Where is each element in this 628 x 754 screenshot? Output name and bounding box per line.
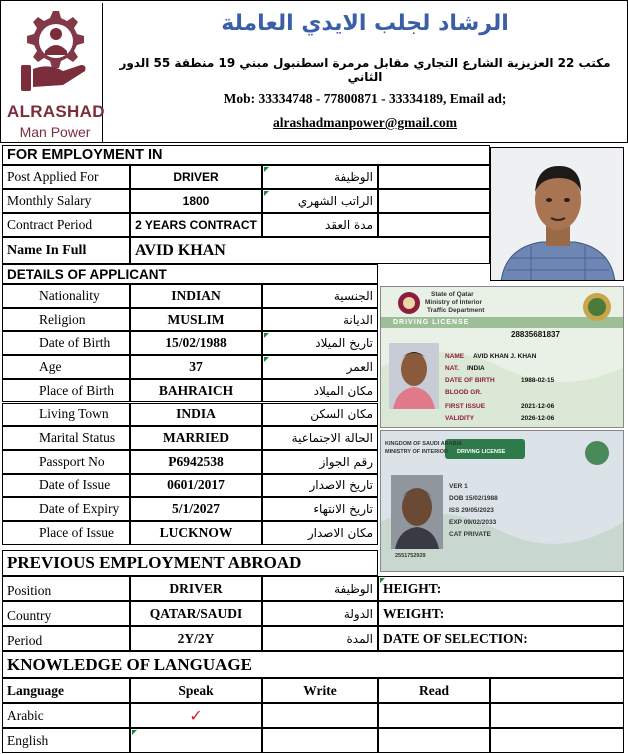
applicant-value: BAHRAICH bbox=[130, 379, 262, 403]
qatar-state-text: State of Qatar bbox=[431, 291, 474, 298]
applicant-value: 15/02/1988 bbox=[130, 331, 262, 355]
prev-period-label: Period bbox=[2, 626, 130, 651]
applicant-value: LUCKNOW bbox=[130, 521, 262, 545]
applicant-arabic: الديانة bbox=[262, 308, 378, 332]
prev-position-arabic: الوظيفة bbox=[262, 576, 378, 601]
applicant-arabic: تاريخ الانتهاء bbox=[262, 497, 378, 521]
lang-arabic-write bbox=[262, 703, 378, 728]
applicant-label: Date of Birth bbox=[2, 331, 130, 355]
applicant-value: INDIA bbox=[130, 403, 262, 427]
lang-english-write bbox=[262, 728, 378, 753]
applicant-label: Religion bbox=[2, 308, 130, 332]
qatar-name-value: AVID KHAN J. KHAN bbox=[473, 353, 537, 360]
name-label: Name In Full bbox=[2, 237, 130, 264]
post-arabic: الوظيفة bbox=[262, 165, 378, 189]
applicant-arabic: الجنسية bbox=[262, 284, 378, 308]
contract-label: Contract Period bbox=[2, 213, 130, 237]
logo-name: ALRASHAD bbox=[7, 102, 105, 121]
prev-period-arabic: المدة bbox=[262, 626, 378, 651]
applicant-arabic: رقم الجواز bbox=[262, 450, 378, 474]
applicant-value: 5/1/2027 bbox=[130, 497, 262, 521]
prev-country-label: Country bbox=[2, 601, 130, 626]
arabic-company-title: الرشاد لجلب الايدي العاملة bbox=[221, 11, 509, 36]
qatar-blood-label: BLOOD GR. bbox=[445, 389, 482, 396]
lang-header-blank bbox=[490, 678, 624, 703]
qatar-nat-label: NAT. bbox=[445, 365, 459, 372]
saudi-kingdom-text: KINGDOM OF SAUDI ARABIA bbox=[385, 441, 463, 447]
section-language-title: KNOWLEDGE OF LANGUAGE bbox=[2, 651, 624, 678]
applicant-value: MARRIED bbox=[130, 426, 262, 450]
lang-header-language: Language bbox=[2, 678, 130, 703]
applicant-label: Living Town bbox=[2, 403, 130, 427]
lang-arabic-speak-check: ✓ bbox=[130, 703, 262, 728]
section-employment-title: FOR EMPLOYMENT IN bbox=[2, 145, 490, 165]
weight-label: WEIGHT: bbox=[378, 601, 624, 626]
prev-country-value: QATAR/SAUDI bbox=[130, 601, 262, 626]
qatar-license-number: 28835681837 bbox=[511, 330, 560, 339]
qatar-nat-value: INDIA bbox=[467, 365, 485, 372]
applicant-value: P6942538 bbox=[130, 450, 262, 474]
applicant-label: Passport No bbox=[2, 450, 130, 474]
saudi-banner-text: DRIVING LICENSE bbox=[457, 449, 506, 455]
saudi-iss: ISS 29/05/2023 bbox=[449, 507, 494, 514]
contact-line: Mob: 33334748 - 77800871 - 33334189, Email ad; bbox=[223, 91, 507, 106]
applicant-arabic: مكان السكن bbox=[262, 403, 378, 427]
company-logo bbox=[3, 3, 103, 142]
applicant-value: MUSLIM bbox=[130, 308, 262, 332]
lang-english-label: English bbox=[2, 728, 130, 753]
qatar-first-issue-label: FIRST ISSUE bbox=[445, 403, 486, 410]
prev-country-arabic: الدولة bbox=[262, 601, 378, 626]
lang-english-speak bbox=[130, 728, 262, 753]
section-applicant-title: DETAILS OF APPLICANT bbox=[2, 264, 378, 284]
lang-arabic-label: Arabic bbox=[2, 703, 130, 728]
lang-header-speak: Speak bbox=[130, 678, 262, 703]
applicant-label: Date of Issue bbox=[2, 474, 130, 498]
post-blank bbox=[378, 165, 490, 189]
letterhead bbox=[0, 0, 628, 143]
saudi-cat: CAT PRIVATE bbox=[449, 531, 491, 538]
lang-header-read: Read bbox=[378, 678, 490, 703]
saudi-ministry-text: MINISTRY OF INTERIOR bbox=[385, 449, 448, 455]
qatar-banner-text: DRIVING LICENSE bbox=[393, 319, 470, 326]
section-previous-title: PREVIOUS EMPLOYMENT ABROAD bbox=[2, 550, 378, 576]
applicant-arabic: مكان الاصدار bbox=[262, 521, 378, 545]
applicant-photo bbox=[490, 147, 624, 281]
saudi-exp: EXP 09/02/2033 bbox=[449, 519, 497, 526]
applicant-label: Age bbox=[2, 355, 130, 379]
qatar-validity-label: VALIDITY bbox=[445, 415, 475, 422]
arabic-address: مكتب 22 العزيزية الشارع التجاري مقابل مرمرة اسطنبول مبني 19 منطقة 55 الدور الثاني bbox=[119, 56, 611, 84]
height-label: HEIGHT: bbox=[378, 576, 624, 601]
contract-blank bbox=[378, 213, 490, 237]
salary-blank bbox=[378, 189, 490, 213]
applicant-arabic: تاريخ الاصدار bbox=[262, 474, 378, 498]
salary-label: Monthly Salary bbox=[2, 189, 130, 213]
applicant-arabic: مكان الميلاد bbox=[262, 379, 378, 403]
lang-english-read bbox=[378, 728, 490, 753]
lang-arabic-read bbox=[378, 703, 490, 728]
applicant-value: 37 bbox=[130, 355, 262, 379]
saudi-serial: 2551752929 bbox=[395, 553, 426, 559]
qatar-dob-value: 1988-02-15 bbox=[521, 377, 555, 384]
qatar-dept-text: Traffic Department bbox=[427, 307, 485, 314]
contract-arabic: مدة العقد bbox=[262, 213, 378, 237]
applicant-label: Place of Birth bbox=[2, 379, 130, 403]
post-value: DRIVER bbox=[130, 165, 262, 189]
logo-subtitle: Man Power bbox=[19, 124, 91, 140]
applicant-label: Place of Issue bbox=[2, 521, 130, 545]
contract-value: 2 YEARS CONTRACT bbox=[130, 213, 262, 237]
applicant-arabic: العمر bbox=[262, 355, 378, 379]
lang-arabic-blank bbox=[490, 703, 624, 728]
applicant-arabic: الحالة الاجتماعية bbox=[262, 426, 378, 450]
lang-header-write: Write bbox=[262, 678, 378, 703]
lang-english-blank bbox=[490, 728, 624, 753]
post-label: Post Applied For bbox=[2, 165, 130, 189]
qatar-first-issue-value: 2021-12-06 bbox=[521, 403, 555, 410]
prev-position-value: DRIVER bbox=[130, 576, 262, 601]
date-of-selection-label: DATE OF SELECTION: bbox=[378, 626, 624, 651]
applicant-value: INDIAN bbox=[130, 284, 262, 308]
qatar-dob-label: DATE OF BIRTH bbox=[445, 377, 495, 384]
applicant-value: 0601/2017 bbox=[130, 474, 262, 498]
applicant-label: Nationality bbox=[2, 284, 130, 308]
qatar-ministry-text: Ministry of Interior bbox=[425, 299, 483, 306]
qatar-validity-value: 2026-12-06 bbox=[521, 415, 555, 422]
saudi-driving-license bbox=[380, 430, 624, 572]
qatar-name-label: NAME bbox=[445, 353, 465, 360]
prev-position-label: Position bbox=[2, 576, 130, 601]
qatar-driving-license bbox=[380, 286, 624, 428]
prev-period-value: 2Y/2Y bbox=[130, 626, 262, 651]
name-value: AVID KHAN bbox=[130, 237, 490, 264]
saudi-dob: DOB 15/02/1988 bbox=[449, 495, 498, 502]
email-link[interactable]: alrashadmanpower@gmail.com bbox=[273, 115, 457, 130]
applicant-label: Marital Status bbox=[2, 426, 130, 450]
applicant-arabic: تاريخ الميلاد bbox=[262, 331, 378, 355]
applicant-label: Date of Expiry bbox=[2, 497, 130, 521]
salary-arabic: الراتب الشهري bbox=[262, 189, 378, 213]
people-gear-icon bbox=[3, 3, 103, 101]
saudi-ver: VER 1 bbox=[449, 483, 468, 490]
salary-value: 1800 bbox=[130, 189, 262, 213]
